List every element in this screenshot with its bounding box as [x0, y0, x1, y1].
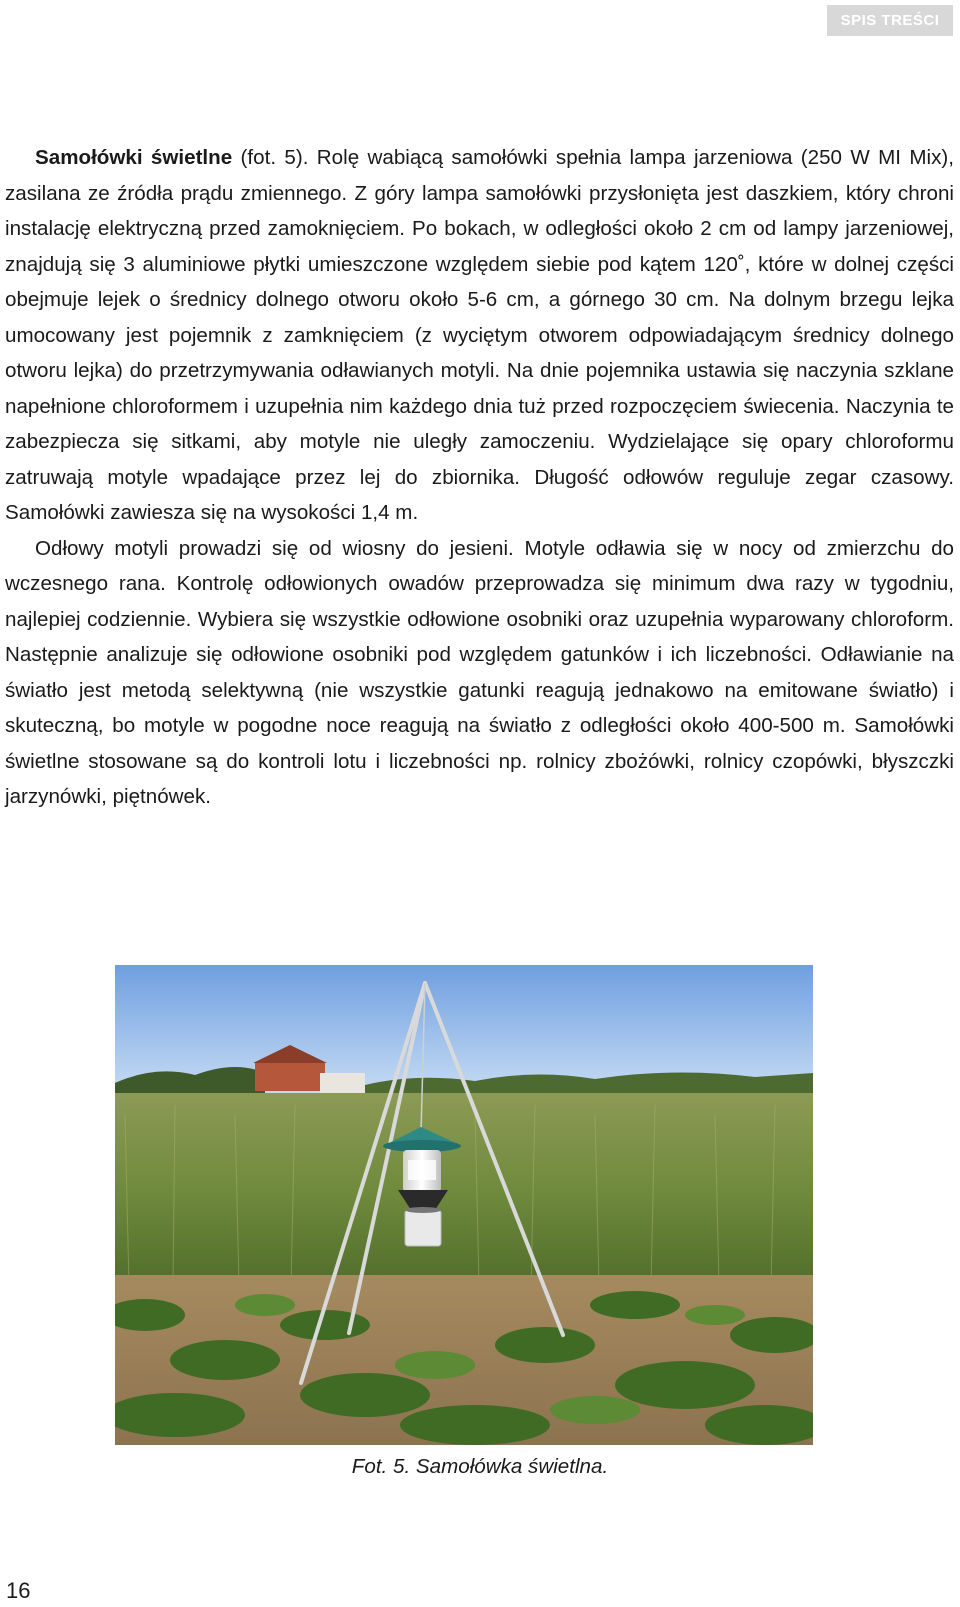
- toc-button[interactable]: SPIS TREŚCI: [827, 5, 953, 36]
- paragraph-light-traps-text: (fot. 5). Rolę wabiącą samołówki spełnia lampa jarzeniowa (250 W MI Mix), zasilana ze źródła prądu zmiennego. Z góry lampa samołówki przysłonięta jest daszkiem, który chroni instalację elektryczną przed zamoknięciem. Po bokach, w odległości około 2 cm od lampy jarzeniowej, znajdują się 3 aluminiowe płytki umieszczone względem siebie pod kątem 120˚, które w dolnej części obejmuje lejek o średnicy dolnego otworu około 5-6 cm, a górnego 30 cm. Na dolnym brzegu lejka umocowany jest pojemnik z zamknięciem (z wyciętym otworem odpowiadającym średnicy dolnego otworu lejka) do przetrzymywania odławianych motyli. Na dnie pojemnika ustawia się naczynia szklane napełnione chloroformem i uzupełnia nim każdego dnia tuż przed rozpoczęciem świecenia. Naczynia te zabezpiecza się sitkami, aby motyle nie uległy zamoczeniu. Wydzielające się opary chloroformu zatruwają motyle wpadające przez lej do zbiornika. Długość odłowów reguluje zegar czasowy. Samołówki zawiesza się na wysokości 1,4 m.: [5, 146, 954, 524]
- light-trap-photo: [115, 965, 813, 1445]
- page-number: 16: [6, 1578, 31, 1603]
- paragraph-moth-catches: Odłowy motyli prowadzi się od wiosny do jesieni. Motyle odławia się w nocy od zmierzchu do wczesnego rana. Kontrolę odłowionych owadów przeprowadza się minimum dwa razy w tygodniu, najlepiej codziennie. Wybiera się wszystkie odłowione osobniki oraz uzupełnia wyparowany chloroform. Następnie analizuje się odłowione osobniki pod względem gatunków i ich liczebności. Odławianie na światło jest metodą selektywną (nie wszystkie gatunki reagują jednakowo na emitowane światło) i skuteczną, bo motyle w pogodne noce reagują na światło z odległości około 400-500 m. Samołówki świetlne stosowane są do kontroli lotu i liczebności np. rolnicy zbożówki, rolnicy czopówki, błyszczki jarzynówki, piętnówek.: [5, 536, 954, 808]
- article-body: [5, 140, 954, 815]
- term-light-traps: Samołówki świetlne: [35, 146, 233, 169]
- figure-caption: Fot. 5. Samołówka świetlna.: [351, 1455, 609, 1478]
- paragraph-light-traps: [5, 140, 954, 531]
